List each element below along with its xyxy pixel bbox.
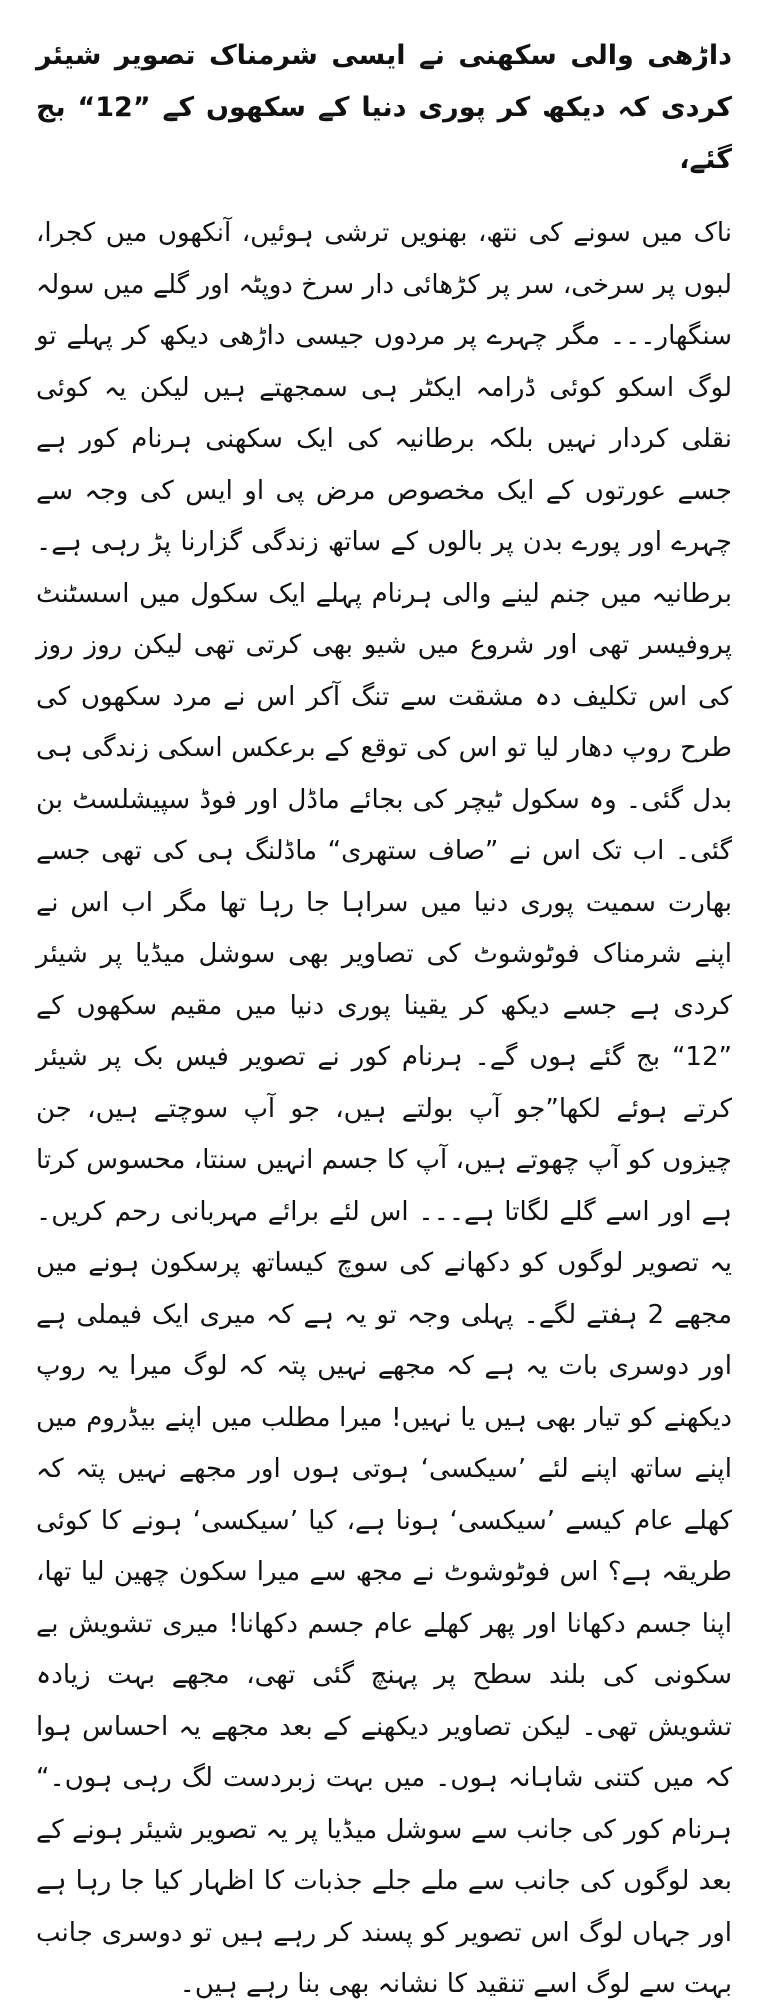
article-body: ناک میں سونے کی نتھ، بھنویں ترشی ہوئیں، آنکھوں میں کجرا، لبوں پر سرخی، سر پر کڑھائی دار سرخ دوپٹہ اور گلے میں سولہ سنگھار۔۔۔ مگر چہرے پر مردوں جیسی داڑھی دیکھ کر پہلے تو لوگ اسکو کوئی ڈرامہ ایکٹر ہی سمجھتے ہیں لیکن یہ کوئی نقلی کردار نہیں بلکہ برطانیہ کی ایک سکھنی ہرنام کور ہے جسے عورتوں کے ایک مخصوص مرض پی او ایس کی وجہ سے چہرے اور پورے بدن پر بالوں کے ساتھ زندگی گزارنا پڑ رہی ہے۔ برطانیہ میں جنم لینے والی ہرنام پہلے ایک سکول میں اسسٹنٹ پروفیسر تھی اور شروع میں شیو بھی کرتی تھی لیکن روز روز کی اس تکلیف دہ مشقت سے تنگ آکر اس نے مرد سکھوں کی طرح روپ دھار لیا تو اس کی توقع کے برعکس اسکی زندگی ہی بدل گئی۔ وہ سکول ٹیچر کی بجائے ماڈل اور فوڈ سپیشلسٹ بن گئی۔ اب تک اس نے ”صاف ستھری“ ماڈلنگ ہی کی تھی جسے بھارت سمیت پوری دنیا میں سراہا جا رہا تھا مگر اب اس نے اپنے شرمناک فوٹوشوٹ کی تصاویر بھی سوشل میڈیا پر شیئر کردی ہے جسے دیکھ کر یقینا پوری دنیا میں مقیم سکھوں کے ”12“ بج گئے ہوں گے۔ ہرنام کور نے تصویر فیس بک پر شیئر کرتے ہوئے لکھا”جو آپ بولتے ہیں، جو آپ سوچتے ہیں، جن چیزوں کو آپ چھوتے ہیں، آپ کا جسم انہیں سنتا، محسوس کرتا ہے اور اسے گلے لگاتا ہے۔۔۔ اس لئے برائے مہربانی رحم کریں۔ یہ تصویر لوگوں کو دکھانے کی سوچ کیساتھ پرسکون ہونے میں مجھے 2 ہفتے لگے۔ پہلی وجہ تو یہ ہے کہ میری ایک فیملی ہے اور دوسری بات یہ ہے کہ مجھے نہیں پتہ کہ لوگ میرا یہ روپ دیکھنے کو تیار بھی ہیں یا نہیں! میرا مطلب میں اپنے بیڈروم میں اپنے ساتھ اپنے لئے ’سیکسی‘ ہوتی ہوں اور مجھے نہیں پتہ کہ کھلے عام کیسے ’سیکسی‘ ہونا ہے، کیا ’سیکسی‘ ہونے کا کوئی طریقہ ہے؟ اس فوٹوشوٹ نے مجھ سے میرا سکون چھین لیا تھا، اپنا جسم دکھانا اور پھر کھلے عام جسم دکھانا! میری تشویش بے سکونی کی بلند سطح پر پہنچ گئی تھی، مجھے بہت زیادہ تشویش تھی۔ لیکن تصاویر دیکھنے کے بعد مجھے یہ احساس ہوا کہ میں کتنی شاہانہ ہوں۔ میں بہت زبردست لگ رہی ہوں۔“ ہرنام کور کی جانب سے سوشل میڈیا پر یہ تصویر شیئر ہونے کے بعد لوگوں کی جانب سے ملے جلے جذبات کا اظہار کیا جا رہا ہے اور جہاں لوگ اس تصویر کو پسند کر رہے ہیں تو دوسری جانب بہت سے لوگ اسے تنقید کا نشانہ بھی بنا رہے ہیں۔ (36, 218, 732, 1999)
article-headline: داڑھی والی سکھنی نے ایسی شرمناک تصویر شیئر کردی کہ دیکھ کر پوری دنیا کے سکھوں کے ”12“ بج گئے، (36, 40, 732, 175)
